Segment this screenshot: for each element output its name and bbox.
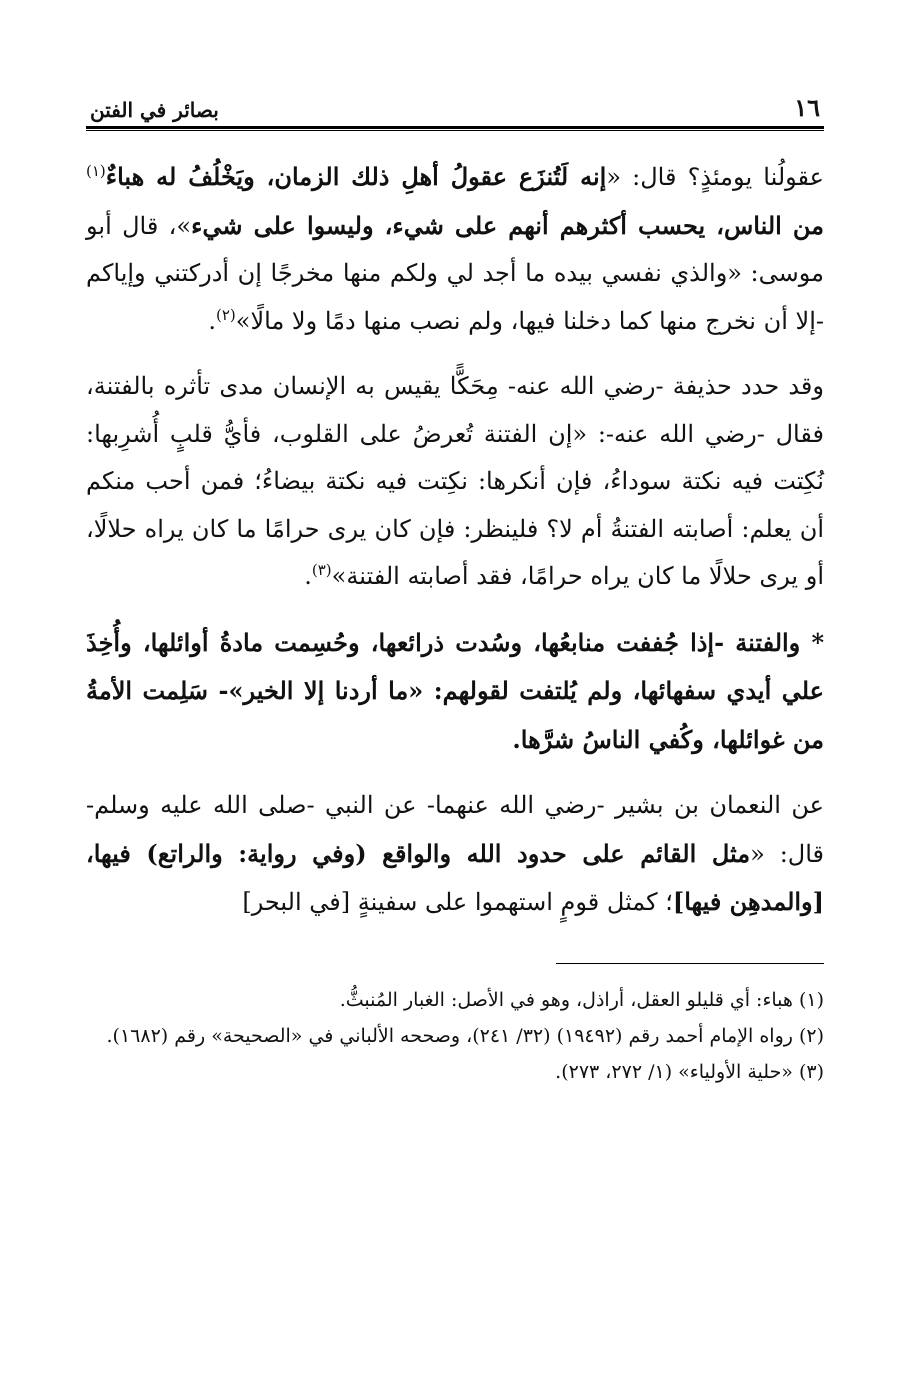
running-title: بصائر في الفتن bbox=[90, 98, 219, 122]
footnote-reference: (٣) bbox=[311, 561, 332, 579]
paragraph bbox=[86, 782, 824, 927]
bold-text-segment: إنه لَتُنزَع عقولُ أهلِ ذلك الزمان، ويَخْلُفُ له هباءٌ bbox=[105, 162, 607, 191]
footnote-number: (١) bbox=[798, 988, 824, 1011]
text-segment: عن النعمان بن بشير -رضي الله عنهما- عن النبي -صلى الله عليه وسلم- قال: « bbox=[86, 791, 824, 868]
footnote bbox=[86, 982, 824, 1018]
text-segment: ؛ كمثل قومٍ استهموا على سفينةٍ [في البحر] bbox=[242, 888, 673, 916]
text-segment: . bbox=[208, 306, 216, 335]
footnote bbox=[86, 1018, 824, 1054]
paragraph bbox=[86, 619, 824, 765]
page-number: ١٦ bbox=[794, 93, 820, 122]
bold-text-segment: مثل القائم على حدود الله والواقع (وفي رواية: والراتع) فيها، [والمدهِن فيها] bbox=[86, 838, 824, 916]
footnote-number: (٣) bbox=[798, 1060, 824, 1083]
footnote-text: هباء: أي قليلو العقل، أراذل، وهو في الأصل: الغبار المُنبثُّ. bbox=[339, 988, 793, 1011]
footnote bbox=[86, 1054, 824, 1090]
footnote-number: (٢) bbox=[798, 1024, 824, 1047]
text-segment: وقد حدد حذيفة -رضي الله عنه- مِحَكًّا يقيس به الإنسان مدى تأثره بالفتنة، فقال -رضي الله عنه-: «إن الفتنة تُعرضُ على القلوب، فأيُّ قلبٍ أُشرِبها: نُكِتت فيه نكتة سوداءُ، فإن أنكرها: نكِتت فيه نكتة بيضاءُ؛ فمن أحب منكم أن يعلم: أصابته الفتنةُ أم لا؟ فلينظر: فإن كان يرى حرامًا ما كان يراه حلالًا، أو يرى حلالًا ما كان يراه حرامًا، فقد أصابته الفتنة» bbox=[86, 372, 824, 590]
footnote-divider bbox=[556, 963, 824, 964]
header-rule bbox=[86, 126, 824, 131]
footnote-reference: (١) bbox=[86, 162, 106, 180]
main-text bbox=[86, 153, 824, 927]
footnote-reference: (٢) bbox=[215, 305, 236, 324]
page-header bbox=[86, 88, 824, 122]
bold-text-segment: من الناس، يحسب أكثرهم أنهم على شيء، وليسوا على شيء bbox=[191, 210, 825, 240]
text-segment: . bbox=[304, 562, 312, 590]
footnote-text: «حلية الأولياء» (١/ ٢٧٢، ٢٧٣). bbox=[555, 1060, 793, 1083]
text-segment: »، قال أبو موسى: «والذي نفسي بيده ما أجد لي ولكم منها مخرجًا إن أدركتني وإياكم -إلا أن نخرج منها كما دخلنا فيها، ولم نصب منها دمًا ولا مالًا» bbox=[86, 211, 824, 335]
paragraph bbox=[86, 363, 824, 601]
footnotes bbox=[86, 982, 824, 1090]
bold-text-segment: * والفتنة -إذا جُففت منابعُها، وسُدت ذرائعها، وحُسِمت مادةُ أوائلها، وأُخِذَ علي أيدي سفهائها، ولم يُلتفت لقولهم: «ما أردنا إلا الخير»- سَلِمت الأمةُ من غوائلها، وكُفي الناسُ شرَّها. bbox=[86, 627, 824, 754]
text-segment: عقولُنا يومئذٍ؟ قال: « bbox=[606, 163, 824, 191]
footnote-text: رواه الإمام أحمد رقم (١٩٤٩٢) (٣٢/ ٢٤١)، وصححه الألباني في «الصحيحة» رقم (١٦٨٢). bbox=[106, 1024, 793, 1047]
paragraph bbox=[86, 153, 824, 345]
